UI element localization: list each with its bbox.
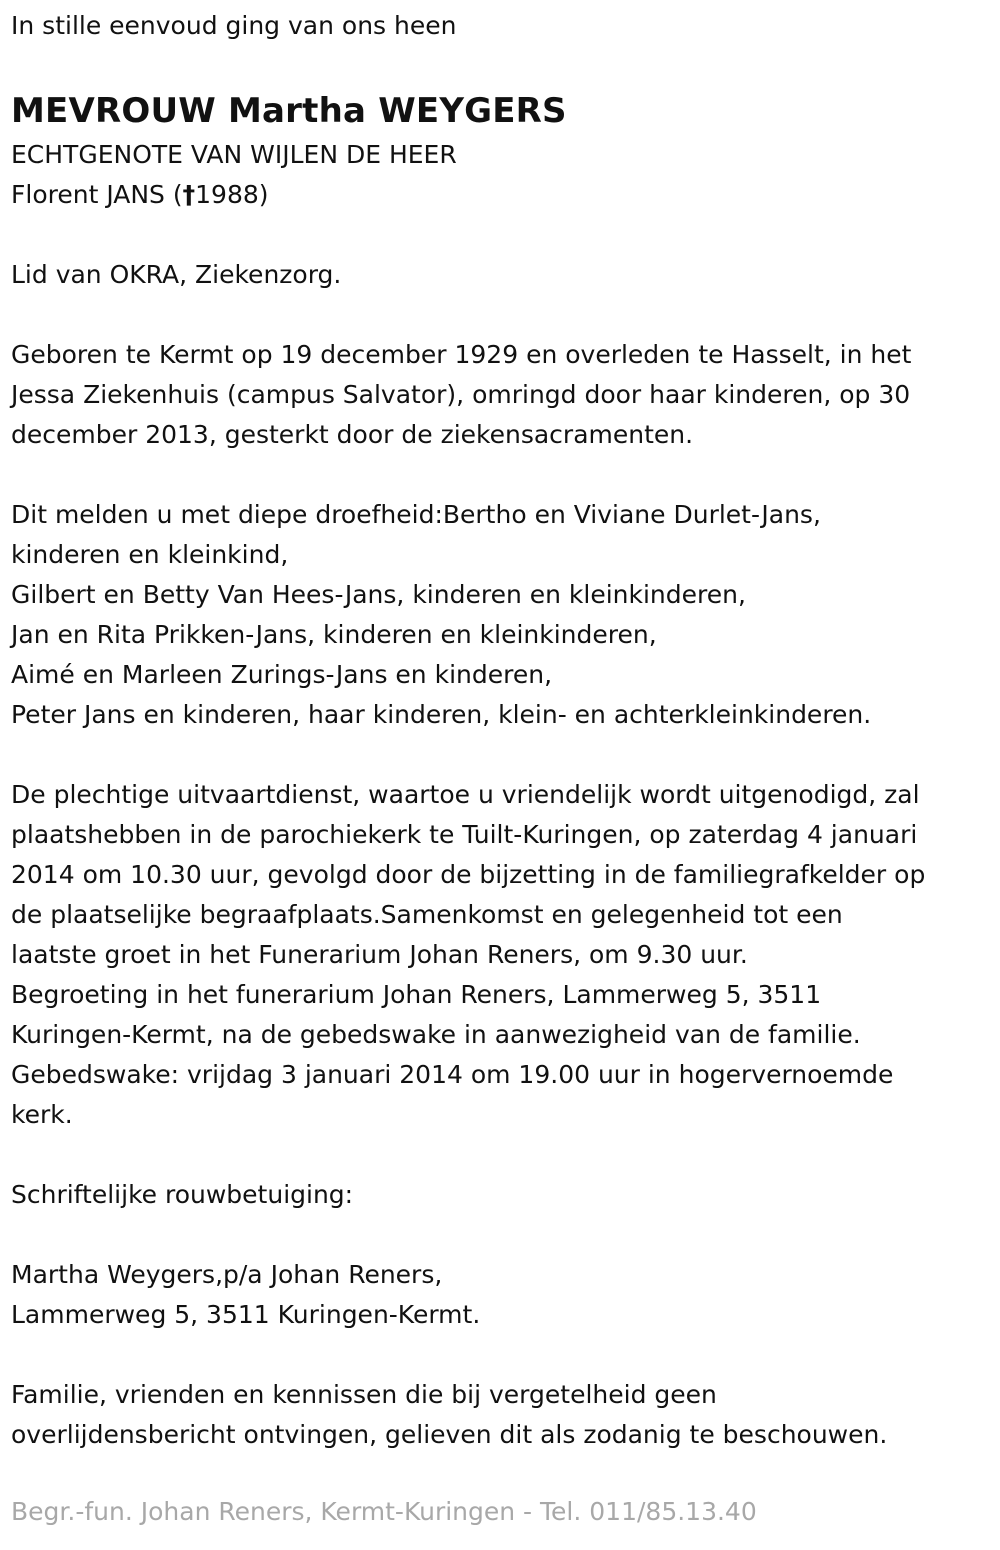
paragraph-line: de plaatselijke begraafplaats.Samenkomst en gelegenheid tot een — [11, 900, 843, 929]
condolences-heading: Schriftelijke rouwbetuiging: — [11, 1180, 354, 1209]
paragraph-line: Geboren te Kermt op 19 december 1929 en overleden te Hasselt, in het — [11, 340, 912, 369]
paragraph-line: Gilbert en Betty Van Hees-Jans, kinderen en kleinkinderen, — [11, 580, 746, 609]
paragraph-line: Familie, vrienden en kennissen die bij vergetelheid geen — [11, 1380, 717, 1409]
spouse-line — [11, 175, 986, 215]
announcement-paragraph — [11, 495, 986, 735]
birth-death-paragraph — [11, 335, 986, 455]
condolences-address — [11, 1255, 986, 1335]
deceased-block — [11, 87, 986, 215]
membership-text: Lid van OKRA, Ziekenzorg. — [11, 260, 342, 289]
funeral-paragraph — [11, 775, 986, 1135]
paragraph-line: Kuringen-Kermt, na de gebedswake in aanwezigheid van de familie. — [11, 1020, 861, 1049]
paragraph-line: overlijdensbericht ontvingen, gelieven dit als zodanig te beschouwen. — [11, 1420, 888, 1449]
funeral-home-footer: Begr.-fun. Johan Reners, Kermt-Kuringen - Tel. 011/85.13.40 — [11, 1497, 757, 1526]
paragraph-line: kerk. — [11, 1100, 73, 1129]
paragraph-line: december 2013, gesterkt door de ziekensacramenten. — [11, 420, 694, 449]
paragraph-line: Gebedswake: vrijdag 3 januari 2014 om 19.00 uur in hogervernoemde — [11, 1060, 894, 1089]
paragraph-line: Aimé en Marleen Zurings-Jans en kinderen, — [11, 660, 553, 689]
paragraph-line: Jan en Rita Prikken-Jans, kinderen en kleinkinderen, — [11, 620, 657, 649]
address-line: Lammerweg 5, 3511 Kuringen-Kermt. — [11, 1300, 481, 1329]
paragraph-line: Jessa Ziekenhuis (campus Salvator), omringd door haar kinderen, op 30 — [11, 380, 911, 409]
paragraph-line: plaatshebben in de parochiekerk te Tuilt-Kuringen, op zaterdag 4 januari — [11, 820, 918, 849]
paragraph-line: Dit melden u met diepe droefheid:Bertho en Viviane Durlet-Jans, — [11, 500, 821, 529]
spouse-name: Florent JANS ( — [11, 180, 183, 209]
paragraph-line: 2014 om 10.30 uur, gevolgd door de bijzetting in de familiegrafkelder op — [11, 860, 926, 889]
paragraph-line: Begroeting in het funerarium Johan Reners, Lammerweg 5, 3511 — [11, 980, 822, 1009]
closing-paragraph — [11, 1375, 986, 1455]
cross-icon: † — [182, 180, 196, 209]
intro-text: In stille eenvoud ging van ons heen — [11, 11, 457, 40]
spouse-title: ECHTGENOTE VAN WIJLEN DE HEER — [11, 140, 457, 169]
paragraph-line: Peter Jans en kinderen, haar kinderen, klein- en achterkleinkinderen. — [11, 700, 872, 729]
spouse-year: 1988) — [195, 180, 269, 209]
paragraph-line: laatste groet in het Funerarium Johan Reners, om 9.30 uur. — [11, 940, 748, 969]
paragraph-line: De plechtige uitvaartdienst, waartoe u vriendelijk wordt uitgenodigd, zal — [11, 780, 920, 809]
paragraph-line: kinderen en kleinkind, — [11, 540, 289, 569]
address-line: Martha Weygers,p/a Johan Reners, — [11, 1260, 443, 1289]
deceased-name: MEVROUW Martha WEYGERS — [11, 91, 567, 131]
